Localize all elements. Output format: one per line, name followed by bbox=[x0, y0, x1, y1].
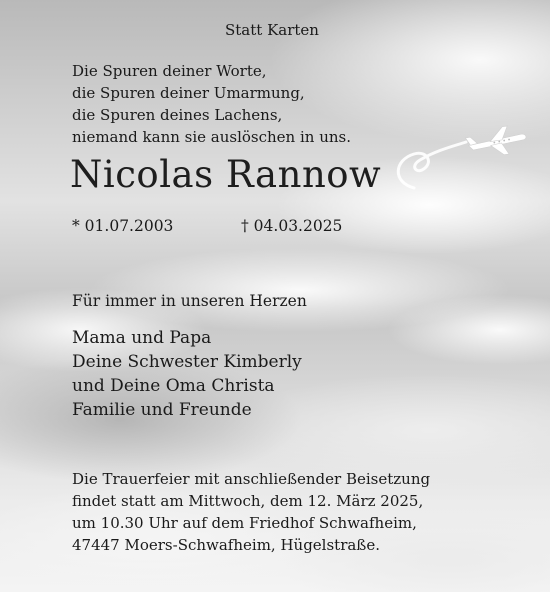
mourners-list bbox=[72, 326, 302, 422]
poem bbox=[72, 60, 351, 148]
poem-line: die Spuren deines Lachens, bbox=[72, 106, 283, 124]
deceased-name: Nicolas Rannow bbox=[70, 153, 382, 196]
poem-line: Die Spuren deiner Worte, bbox=[72, 62, 267, 80]
mourner-line: Mama und Papa bbox=[72, 328, 212, 348]
poem-line: die Spuren deiner Umarmung, bbox=[72, 84, 305, 102]
airplane-icon bbox=[392, 120, 532, 200]
poem-line: niemand kann sie auslöschen in uns. bbox=[72, 128, 352, 146]
service-line: um 10.30 Uhr auf dem Friedhof Schwafheim, bbox=[72, 514, 417, 532]
mourner-line: Familie und Freunde bbox=[72, 400, 252, 420]
service-line: findet statt am Mittwoch, dem 12. März 2025, bbox=[72, 492, 424, 510]
service-line: Die Trauerfeier mit anschließender Beisetzung bbox=[72, 470, 431, 488]
service-line: 47447 Moers-Schwafheim, Hügelstraße. bbox=[72, 536, 380, 554]
header-title: Statt Karten bbox=[225, 21, 319, 39]
mourner-line: Deine Schwester Kimberly bbox=[72, 352, 302, 372]
birth-date: * 01.07.2003 bbox=[72, 217, 174, 235]
service-info bbox=[72, 468, 430, 556]
death-date: † 04.03.2025 bbox=[241, 217, 343, 235]
mourner-line: und Deine Oma Christa bbox=[72, 376, 275, 396]
mourners-intro: Für immer in unseren Herzen bbox=[72, 292, 307, 310]
